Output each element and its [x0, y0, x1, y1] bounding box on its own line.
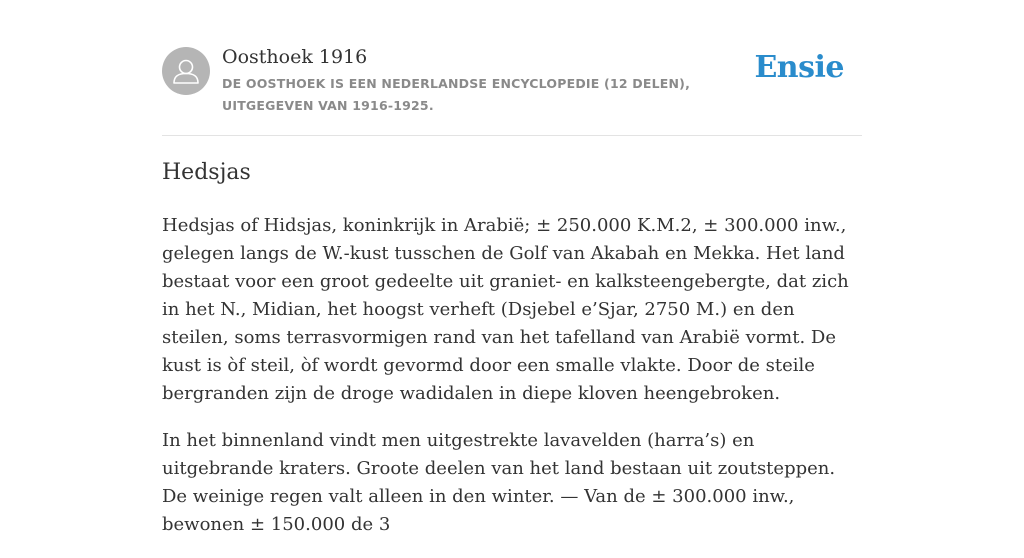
source-header	[162, 44, 862, 136]
source-title[interactable]: Oosthoek 1916	[222, 46, 368, 68]
article-body	[162, 212, 862, 558]
source-description: DE OOSTHOEK IS EEN NEDERLANDSE ENCYCLOPEDIE (12 DELEN), UITGEGEVEN VAN 1916-1925.	[222, 76, 691, 113]
article-paragraph: In het binnenland vindt men uitgestrekte lavavelden (harra’s) en uitgebrande kraters. Groote deelen van het land bestaan uit zoutsteppen. De weinige regen valt alleen in den winter. — Van de ± 300.000 inw., bewonen ± 150.000 de 3	[162, 430, 836, 535]
user-avatar-icon[interactable]	[162, 47, 210, 95]
header-divider	[162, 135, 862, 136]
article-title: Hedsjas	[162, 160, 251, 185]
article-paragraph: Hedsjas of Hidsjas, koninkrijk in Arabië; ± 250.000 K.M.2, ± 300.000 inw., gelegen langs de W.-kust tusschen de Golf van Akabah en Mekka. Het land bestaat voor een groot gedeelte uit graniet- en kalksteengebergte, dat zich in het N., Midian, het hoogst verheft (Dsjebel e’Sjar, 2750 M.) en den steilen, soms terrasvormigen rand van het tafelland van Arabië vormt. De kust is òf steil, òf wordt gevormd door een smalle vlakte. Door de steile bergranden zijn de droge wadidalen in diepe kloven heengebroken.	[162, 215, 849, 404]
ensie-logo[interactable]: Ensie	[754, 50, 844, 85]
